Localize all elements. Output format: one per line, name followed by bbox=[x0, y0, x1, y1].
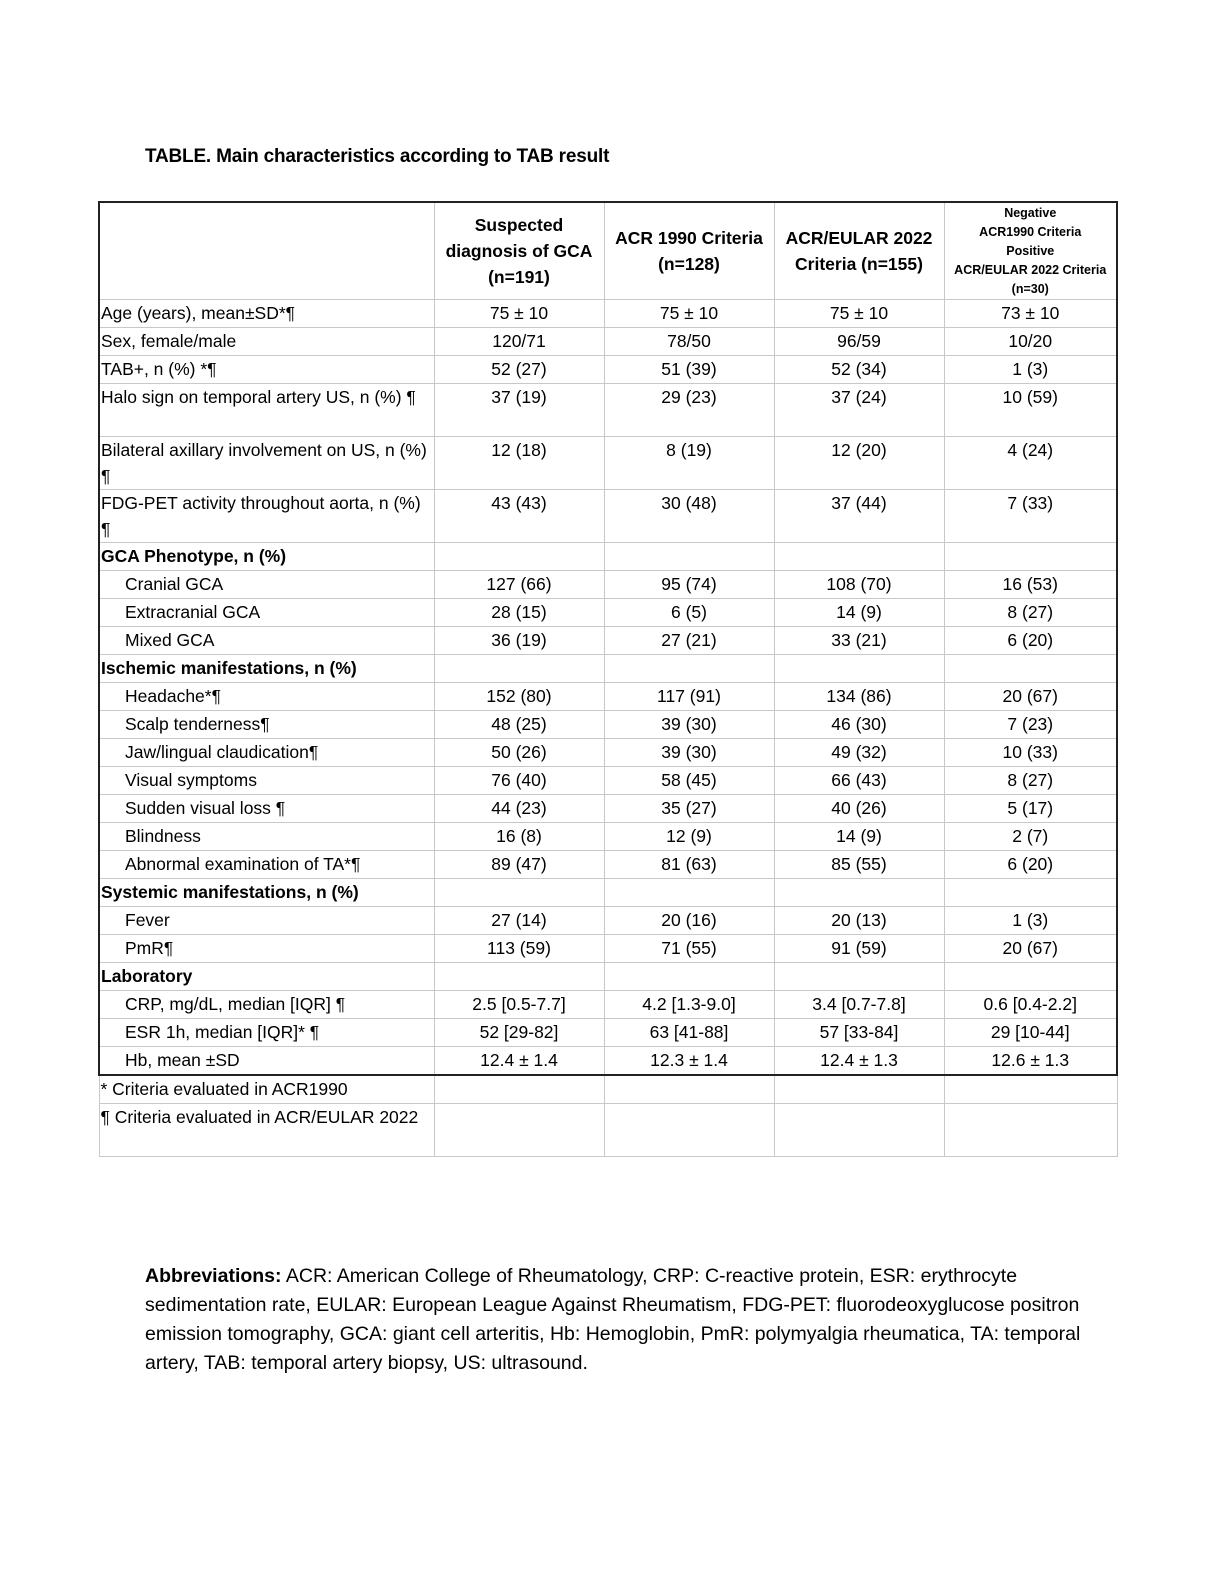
header-line: Positive bbox=[1006, 243, 1055, 258]
footnote-row bbox=[99, 1075, 1117, 1104]
row-label: Halo sign on temporal artery US, n (%) ¶ bbox=[99, 384, 434, 437]
value-cell bbox=[434, 655, 604, 683]
value-cell: 71 (55) bbox=[604, 935, 774, 963]
empty-cell bbox=[944, 1075, 1117, 1104]
value-cell: 29 [10-44] bbox=[944, 1019, 1117, 1047]
abbreviations-text: ACR: American College of Rheumatology, CRP: C-reactive protein, ESR: erythrocyte sedimentation rate, EULAR: European League Against Rheumatism, FDG-PET: fluorodeoxyglucose positron emission tomography, GCA: giant cell arteritis, Hb: Hemoglobin, PmR: polymyalgia rheumatica, TA: temporal artery, TAB: temporal artery biopsy, US: ultrasound. bbox=[145, 1265, 1081, 1374]
row-label: Cranial GCA bbox=[99, 571, 434, 599]
value-cell: 51 (39) bbox=[604, 356, 774, 384]
value-cell: 8 (27) bbox=[944, 767, 1117, 795]
table-row bbox=[99, 935, 1117, 963]
table-row bbox=[99, 739, 1117, 767]
value-cell: 20 (13) bbox=[774, 907, 944, 935]
value-cell: 7 (23) bbox=[944, 711, 1117, 739]
empty-cell bbox=[434, 1104, 604, 1157]
characteristics-table-container bbox=[98, 201, 1116, 1157]
value-cell: 6 (20) bbox=[944, 851, 1117, 879]
footnote-acr-eular-2022: ¶ Criteria evaluated in ACR/EULAR 2022 bbox=[99, 1104, 434, 1157]
row-label: Fever bbox=[99, 907, 434, 935]
table-row bbox=[99, 907, 1117, 935]
abbreviations-paragraph bbox=[145, 1262, 1085, 1378]
row-label: PmR¶ bbox=[99, 935, 434, 963]
value-cell: 37 (24) bbox=[774, 384, 944, 437]
empty-cell bbox=[774, 1075, 944, 1104]
value-cell bbox=[944, 543, 1117, 571]
header-line: ACR/EULAR 2022 bbox=[785, 228, 933, 248]
header-line: ACR 1990 Criteria bbox=[615, 228, 763, 248]
table-row bbox=[99, 795, 1117, 823]
value-cell bbox=[604, 655, 774, 683]
value-cell: 16 (53) bbox=[944, 571, 1117, 599]
value-cell: 40 (26) bbox=[774, 795, 944, 823]
value-cell: 29 (23) bbox=[604, 384, 774, 437]
section-label: Ischemic manifestations, n (%) bbox=[99, 655, 434, 683]
table-row bbox=[99, 823, 1117, 851]
value-cell: 63 [41-88] bbox=[604, 1019, 774, 1047]
table-row bbox=[99, 711, 1117, 739]
value-cell: 37 (44) bbox=[774, 490, 944, 543]
section-header-row bbox=[99, 879, 1117, 907]
value-cell: 85 (55) bbox=[774, 851, 944, 879]
row-label: Sudden visual loss ¶ bbox=[99, 795, 434, 823]
value-cell: 75 ± 10 bbox=[434, 300, 604, 328]
header-line: Suspected bbox=[474, 215, 564, 235]
row-label: Hb, mean ±SD bbox=[99, 1047, 434, 1076]
table-row bbox=[99, 1047, 1117, 1076]
value-cell: 10/20 bbox=[944, 328, 1117, 356]
section-label: GCA Phenotype, n (%) bbox=[99, 543, 434, 571]
value-cell: 73 ± 10 bbox=[944, 300, 1117, 328]
value-cell: 75 ± 10 bbox=[774, 300, 944, 328]
value-cell: 14 (9) bbox=[774, 599, 944, 627]
value-cell bbox=[604, 963, 774, 991]
header-empty-cell bbox=[99, 202, 434, 300]
value-cell: 12.3 ± 1.4 bbox=[604, 1047, 774, 1076]
value-cell: 57 [33-84] bbox=[774, 1019, 944, 1047]
table-row bbox=[99, 627, 1117, 655]
value-cell: 14 (9) bbox=[774, 823, 944, 851]
header-line: (n=30) bbox=[1011, 281, 1049, 296]
table-row bbox=[99, 767, 1117, 795]
empty-cell bbox=[774, 1104, 944, 1157]
value-cell: 48 (25) bbox=[434, 711, 604, 739]
value-cell: 12 (20) bbox=[774, 437, 944, 490]
table-row bbox=[99, 384, 1117, 437]
section-header-row bbox=[99, 963, 1117, 991]
value-cell: 10 (59) bbox=[944, 384, 1117, 437]
row-label: Blindness bbox=[99, 823, 434, 851]
header-line: diagnosis of GCA bbox=[445, 241, 593, 261]
value-cell: 16 (8) bbox=[434, 823, 604, 851]
value-cell: 52 (27) bbox=[434, 356, 604, 384]
value-cell: 4.2 [1.3-9.0] bbox=[604, 991, 774, 1019]
table-row bbox=[99, 300, 1117, 328]
value-cell bbox=[434, 963, 604, 991]
value-cell: 134 (86) bbox=[774, 683, 944, 711]
value-cell: 52 (34) bbox=[774, 356, 944, 384]
value-cell: 6 (5) bbox=[604, 599, 774, 627]
table-row bbox=[99, 683, 1117, 711]
value-cell: 91 (59) bbox=[774, 935, 944, 963]
header-suspected-gca bbox=[434, 202, 604, 300]
header-acr-1990 bbox=[604, 202, 774, 300]
value-cell: 6 (20) bbox=[944, 627, 1117, 655]
value-cell: 20 (67) bbox=[944, 935, 1117, 963]
value-cell: 95 (74) bbox=[604, 571, 774, 599]
value-cell: 66 (43) bbox=[774, 767, 944, 795]
value-cell: 44 (23) bbox=[434, 795, 604, 823]
section-header-row bbox=[99, 655, 1117, 683]
value-cell: 27 (21) bbox=[604, 627, 774, 655]
header-line: Negative bbox=[1004, 205, 1057, 220]
value-cell bbox=[434, 879, 604, 907]
table-row bbox=[99, 599, 1117, 627]
value-cell: 12.4 ± 1.3 bbox=[774, 1047, 944, 1076]
value-cell: 10 (33) bbox=[944, 739, 1117, 767]
row-label: ESR 1h, median [IQR]* ¶ bbox=[99, 1019, 434, 1047]
value-cell: 39 (30) bbox=[604, 711, 774, 739]
row-label: Visual symptoms bbox=[99, 767, 434, 795]
value-cell: 96/59 bbox=[774, 328, 944, 356]
value-cell: 36 (19) bbox=[434, 627, 604, 655]
value-cell bbox=[604, 543, 774, 571]
value-cell: 3.4 [0.7-7.8] bbox=[774, 991, 944, 1019]
header-row bbox=[99, 202, 1117, 300]
table-title: TABLE. Main characteristics according to TAB result bbox=[145, 146, 610, 167]
section-label: Systemic manifestations, n (%) bbox=[99, 879, 434, 907]
table-row bbox=[99, 490, 1117, 543]
value-cell: 20 (16) bbox=[604, 907, 774, 935]
table-row bbox=[99, 356, 1117, 384]
value-cell: 49 (32) bbox=[774, 739, 944, 767]
value-cell: 2.5 [0.5-7.7] bbox=[434, 991, 604, 1019]
value-cell: 5 (17) bbox=[944, 795, 1117, 823]
value-cell: 76 (40) bbox=[434, 767, 604, 795]
value-cell: 43 (43) bbox=[434, 490, 604, 543]
value-cell: 12.6 ± 1.3 bbox=[944, 1047, 1117, 1076]
footnote-acr1990: * Criteria evaluated in ACR1990 bbox=[99, 1075, 434, 1104]
value-cell: 75 ± 10 bbox=[604, 300, 774, 328]
value-cell: 120/71 bbox=[434, 328, 604, 356]
empty-cell bbox=[604, 1075, 774, 1104]
section-header-row bbox=[99, 543, 1117, 571]
row-label: Age (years), mean±SD*¶ bbox=[99, 300, 434, 328]
table-row bbox=[99, 851, 1117, 879]
empty-cell bbox=[944, 1104, 1117, 1157]
row-label: Sex, female/male bbox=[99, 328, 434, 356]
empty-cell bbox=[604, 1104, 774, 1157]
value-cell bbox=[944, 879, 1117, 907]
value-cell: 12 (18) bbox=[434, 437, 604, 490]
table-row bbox=[99, 1019, 1117, 1047]
row-label: Scalp tenderness¶ bbox=[99, 711, 434, 739]
header-negative-acr1990-positive-eular bbox=[944, 202, 1117, 300]
value-cell: 30 (48) bbox=[604, 490, 774, 543]
value-cell: 81 (63) bbox=[604, 851, 774, 879]
row-label: Extracranial GCA bbox=[99, 599, 434, 627]
value-cell bbox=[774, 879, 944, 907]
value-cell bbox=[944, 655, 1117, 683]
value-cell: 27 (14) bbox=[434, 907, 604, 935]
table-row bbox=[99, 328, 1117, 356]
row-label: Jaw/lingual claudication¶ bbox=[99, 739, 434, 767]
value-cell: 37 (19) bbox=[434, 384, 604, 437]
value-cell bbox=[774, 543, 944, 571]
value-cell: 127 (66) bbox=[434, 571, 604, 599]
table-row bbox=[99, 437, 1117, 490]
value-cell: 28 (15) bbox=[434, 599, 604, 627]
value-cell: 46 (30) bbox=[774, 711, 944, 739]
table-row bbox=[99, 991, 1117, 1019]
value-cell: 89 (47) bbox=[434, 851, 604, 879]
row-label: Mixed GCA bbox=[99, 627, 434, 655]
value-cell: 108 (70) bbox=[774, 571, 944, 599]
value-cell: 152 (80) bbox=[434, 683, 604, 711]
value-cell bbox=[604, 879, 774, 907]
value-cell: 4 (24) bbox=[944, 437, 1117, 490]
value-cell: 33 (21) bbox=[774, 627, 944, 655]
characteristics-table bbox=[98, 201, 1118, 1157]
value-cell: 12.4 ± 1.4 bbox=[434, 1047, 604, 1076]
value-cell: 8 (19) bbox=[604, 437, 774, 490]
value-cell: 0.6 [0.4-2.2] bbox=[944, 991, 1117, 1019]
value-cell: 1 (3) bbox=[944, 356, 1117, 384]
header-line: ACR/EULAR 2022 Criteria bbox=[954, 262, 1107, 277]
row-label: Headache*¶ bbox=[99, 683, 434, 711]
abbreviations-label: Abbreviations: bbox=[145, 1265, 282, 1287]
footnote-row bbox=[99, 1104, 1117, 1157]
row-label: FDG-PET activity throughout aorta, n (%) ¶ bbox=[99, 490, 434, 543]
value-cell: 58 (45) bbox=[604, 767, 774, 795]
header-line: (n=128) bbox=[658, 254, 720, 274]
row-label: Bilateral axillary involvement on US, n (%) ¶ bbox=[99, 437, 434, 490]
value-cell: 8 (27) bbox=[944, 599, 1117, 627]
value-cell: 50 (26) bbox=[434, 739, 604, 767]
value-cell: 78/50 bbox=[604, 328, 774, 356]
value-cell: 35 (27) bbox=[604, 795, 774, 823]
value-cell bbox=[434, 543, 604, 571]
table-row bbox=[99, 571, 1117, 599]
value-cell: 7 (33) bbox=[944, 490, 1117, 543]
value-cell: 39 (30) bbox=[604, 739, 774, 767]
value-cell: 1 (3) bbox=[944, 907, 1117, 935]
header-acr-eular-2022 bbox=[774, 202, 944, 300]
row-label: CRP, mg/dL, median [IQR] ¶ bbox=[99, 991, 434, 1019]
header-line: ACR1990 Criteria bbox=[979, 224, 1082, 239]
header-line: (n=191) bbox=[488, 267, 550, 287]
row-label: Abnormal examination of TA*¶ bbox=[99, 851, 434, 879]
header-line: Criteria (n=155) bbox=[795, 254, 923, 274]
empty-cell bbox=[434, 1075, 604, 1104]
value-cell: 52 [29-82] bbox=[434, 1019, 604, 1047]
value-cell: 2 (7) bbox=[944, 823, 1117, 851]
value-cell: 12 (9) bbox=[604, 823, 774, 851]
value-cell: 20 (67) bbox=[944, 683, 1117, 711]
value-cell: 117 (91) bbox=[604, 683, 774, 711]
value-cell bbox=[774, 963, 944, 991]
value-cell bbox=[774, 655, 944, 683]
value-cell: 113 (59) bbox=[434, 935, 604, 963]
section-label: Laboratory bbox=[99, 963, 434, 991]
value-cell bbox=[944, 963, 1117, 991]
row-label: TAB+, n (%) *¶ bbox=[99, 356, 434, 384]
